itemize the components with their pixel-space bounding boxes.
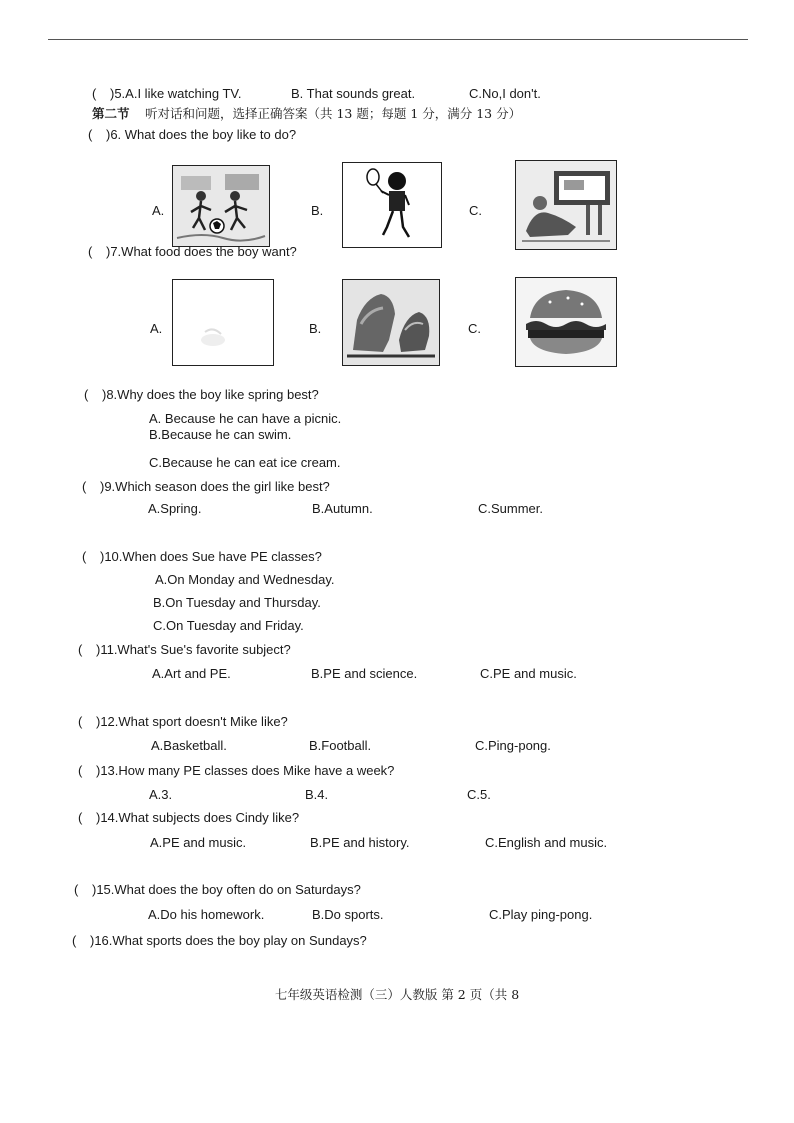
q13-option-c: C.5.	[467, 787, 491, 802]
q15-option-b: B.Do sports.	[312, 907, 384, 922]
section2-instructions: 听对话和问题，选择正确答案（共 13 题；每题 1 分，满分 13 分）	[145, 106, 522, 121]
q6-paren: (	[88, 127, 93, 142]
q10-option-c: C.On Tuesday and Friday.	[153, 618, 304, 633]
q8-option-b: B.Because he can swim.	[149, 427, 292, 442]
q11-option-b: B.PE and science.	[311, 666, 418, 681]
q9-option-b: B.Autumn.	[312, 501, 373, 516]
q11-stem: )11.What's Sue's favorite subject?	[96, 642, 291, 657]
q7-label-b: B.	[309, 321, 322, 336]
q7-label-c: C.	[468, 321, 481, 336]
q5-option-a: )5.A.I like watching TV.	[110, 86, 242, 101]
q10-paren: (	[82, 549, 87, 564]
soccer-picture-icon	[172, 165, 270, 247]
q13-option-b: B.4.	[305, 787, 329, 802]
q14-option-c: C.English and music.	[485, 835, 608, 850]
q11-option-a: A.Art and PE.	[152, 666, 231, 681]
q15-option-c: C.Play ping-pong.	[489, 907, 593, 922]
q9-stem: )9.Which season does the girl like best?	[100, 479, 330, 494]
section2-label: 第二节	[92, 106, 130, 121]
q9-paren: (	[82, 479, 87, 494]
q5-paren: (	[92, 86, 97, 101]
q14-stem: )14.What subjects does Cindy like?	[96, 810, 300, 825]
tennis-boy-picture-icon	[342, 162, 442, 248]
q9-option-a: A.Spring.	[148, 501, 202, 516]
header-rule	[48, 39, 748, 40]
q14-paren: (	[78, 810, 83, 825]
q9-option-c: C.Summer.	[478, 501, 544, 516]
q13-stem: )13.How many PE classes does Mike have a week?	[96, 763, 395, 778]
page-footer: 七年级英语检测（三）人教版 第 2 页（共 8	[274, 987, 520, 1002]
q12-stem: )12.What sport doesn't Mike like?	[96, 714, 288, 729]
q12-option-a: A.Basketball.	[151, 738, 227, 753]
q15-option-a: A.Do his homework.	[148, 907, 265, 922]
q15-paren: (	[74, 882, 79, 897]
q16-paren: (	[72, 933, 77, 948]
q10-option-a: A.On Monday and Wednesday.	[155, 572, 335, 587]
q12-paren: (	[78, 714, 83, 729]
q6-label-c: C.	[469, 203, 482, 218]
q6-stem: )6. What does the boy like to do?	[106, 127, 297, 142]
q10-stem: )10.When does Sue have PE classes?	[100, 549, 322, 564]
q8-option-a: A. Because he can have a picnic.	[149, 411, 342, 426]
q7-paren: (	[88, 244, 93, 259]
q8-option-c: C.Because he can eat ice cream.	[149, 455, 341, 470]
q13-paren: (	[78, 763, 83, 778]
hamburger-picture-icon	[515, 277, 617, 367]
q14-option-b: B.PE and history.	[310, 835, 410, 850]
chicken-food-picture-icon	[342, 279, 440, 366]
blank-food-picture-icon	[172, 279, 274, 366]
q6-label-b: B.	[311, 203, 324, 218]
q10-option-b: B.On Tuesday and Thursday.	[153, 595, 321, 610]
q5-option-b: B. That sounds great.	[291, 86, 416, 101]
q6-label-a: A.	[152, 203, 165, 218]
q11-paren: (	[78, 642, 83, 657]
q14-option-a: A.PE and music.	[150, 835, 247, 850]
q16-stem: )16.What sports does the boy play on Sundays?	[90, 933, 367, 948]
tv-watching-picture-icon	[515, 160, 617, 250]
q12-option-c: C.Ping-pong.	[475, 738, 551, 753]
q11-option-c: C.PE and music.	[480, 666, 577, 681]
q8-stem: )8.Why does the boy like spring best?	[102, 387, 319, 402]
q13-option-a: A.3.	[149, 787, 173, 802]
q5-option-c: C.No,I don't.	[469, 86, 541, 101]
q12-option-b: B.Football.	[309, 738, 372, 753]
q15-stem: )15.What does the boy often do on Saturdays?	[92, 882, 361, 897]
q7-label-a: A.	[150, 321, 163, 336]
q8-paren: (	[84, 387, 89, 402]
q7-stem: )7.What food does the boy want?	[106, 244, 297, 259]
